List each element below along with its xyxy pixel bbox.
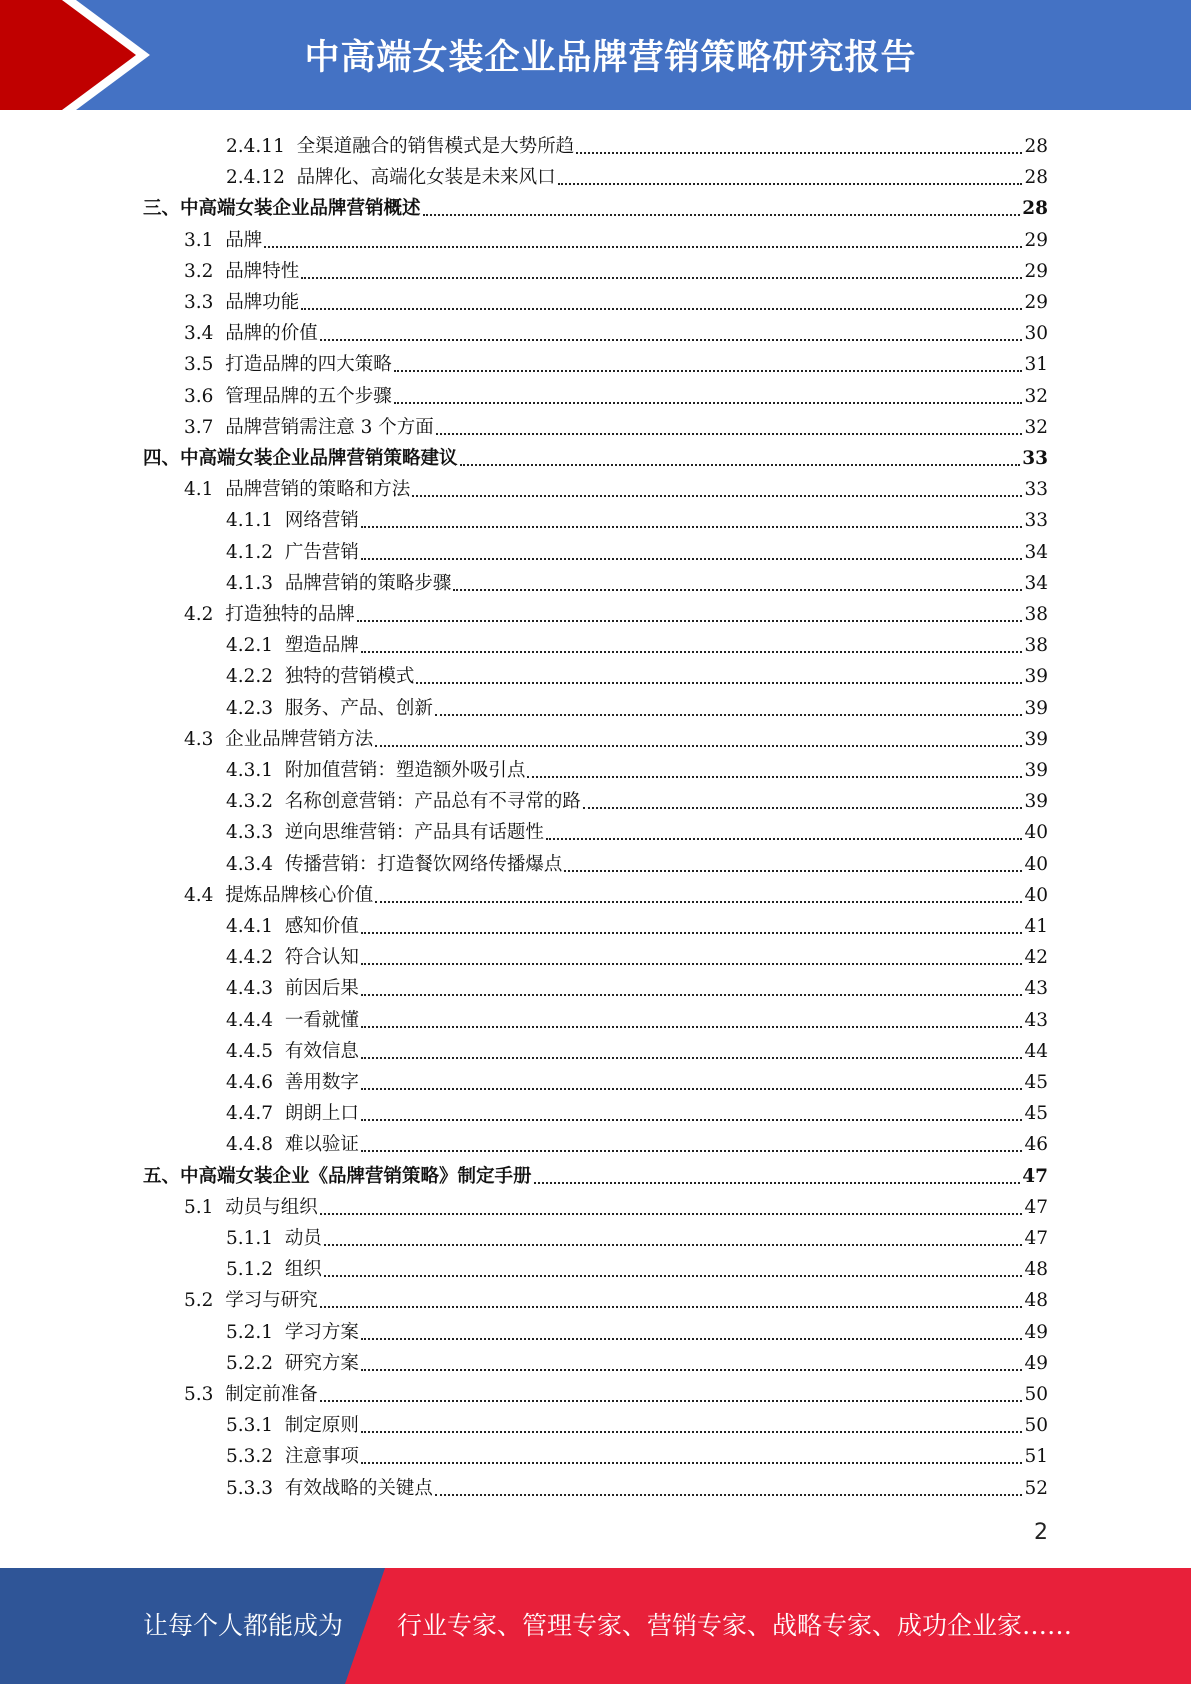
toc-entry-page: 39 bbox=[1024, 791, 1048, 813]
toc-dot-leader bbox=[301, 277, 1022, 279]
toc-entry-spacer bbox=[273, 634, 285, 658]
toc-dot-leader bbox=[361, 1119, 1023, 1121]
toc-entry-page: 33 bbox=[1024, 479, 1048, 501]
toc-dot-leader bbox=[324, 1275, 1023, 1277]
toc-dot-leader bbox=[423, 214, 1021, 216]
toc-entry-number: 3.7 bbox=[184, 416, 214, 438]
toc-entry-title: 学习与研究 bbox=[225, 1290, 318, 1312]
toc-entry-page: 39 bbox=[1024, 728, 1048, 750]
toc-entry[interactable] bbox=[226, 814, 1048, 845]
toc-entry-title: 全渠道融合的销售模式是大势所趋 bbox=[296, 136, 575, 157]
toc-entry-title: 动员与组织 bbox=[225, 1196, 318, 1218]
toc-entry[interactable] bbox=[184, 877, 1048, 908]
toc-entry[interactable] bbox=[184, 222, 1048, 253]
toc-entry-number: 2.4.11 bbox=[226, 136, 285, 157]
toc-entry-spacer bbox=[273, 1258, 285, 1282]
toc-entry-title: 研究方案 bbox=[284, 1352, 359, 1374]
report-title: 中高端女装企业品牌营销策略研究报告 bbox=[304, 38, 917, 78]
toc-entry-number: 4.3.3 bbox=[226, 822, 274, 844]
toc-entry[interactable] bbox=[226, 1095, 1048, 1126]
toc-entry-spacer bbox=[273, 541, 285, 565]
toc-entry-spacer bbox=[273, 790, 285, 814]
toc-entry-number: 5.1.2 bbox=[226, 1259, 274, 1281]
toc-dot-leader bbox=[361, 1057, 1023, 1059]
toc-dot-leader bbox=[361, 994, 1023, 996]
toc-entry-title: 注意事项 bbox=[284, 1446, 359, 1468]
toc-dot-leader bbox=[320, 1400, 1023, 1402]
toc-entry[interactable] bbox=[226, 1470, 1048, 1501]
toc-entry-spacer bbox=[273, 946, 285, 970]
toc-entry-page: 48 bbox=[1024, 1259, 1048, 1281]
toc-entry-spacer bbox=[273, 1414, 285, 1438]
toc-entry-page: 48 bbox=[1024, 1290, 1048, 1312]
toc-dot-leader bbox=[301, 308, 1022, 310]
toc-entry-page: 33 bbox=[1024, 510, 1048, 532]
toc-entry-title: 附加值营销：塑造额外吸引点 bbox=[284, 760, 526, 781]
toc-entry-number: 4.4 bbox=[184, 884, 214, 906]
toc-entry-title: 前因后果 bbox=[284, 978, 359, 1000]
toc-entry-title: 品牌的价值 bbox=[225, 323, 318, 345]
toc-entry-number: 5.1.1 bbox=[226, 1228, 274, 1249]
toc-dot-leader bbox=[583, 807, 1023, 809]
toc-dot-leader bbox=[361, 1338, 1023, 1340]
toc-entry[interactable] bbox=[226, 908, 1048, 939]
toc-entry-title: 企业品牌营销方法 bbox=[225, 728, 374, 750]
toc-entry-title: 四、中高端女装企业品牌营销策略建议 bbox=[143, 448, 458, 469]
toc-dot-leader bbox=[460, 464, 1021, 466]
toc-dot-leader bbox=[375, 745, 1022, 747]
toc-entry-page: 38 bbox=[1024, 604, 1048, 625]
toc-dot-leader bbox=[435, 1494, 1023, 1496]
toc-entry-spacer bbox=[213, 385, 225, 409]
toc-entry-spacer bbox=[273, 572, 285, 596]
toc-dot-leader bbox=[361, 1026, 1023, 1028]
toc-entry-page: 47 bbox=[1024, 1228, 1048, 1249]
toc-entry-page: 40 bbox=[1024, 822, 1048, 844]
toc-dot-leader bbox=[375, 901, 1022, 903]
toc-entry-page: 29 bbox=[1024, 260, 1048, 282]
toc-entry-title: 一看就懂 bbox=[284, 1009, 359, 1031]
toc-entry[interactable] bbox=[226, 658, 1048, 689]
toc-entry[interactable] bbox=[226, 1314, 1048, 1345]
toc-entry-page: 47 bbox=[1022, 1165, 1048, 1187]
toc-entry-title: 有效信息 bbox=[284, 1040, 359, 1062]
toc-entry-title: 品牌化、高端化女装是未来风口 bbox=[296, 167, 556, 189]
toc-entry-number: 3.2 bbox=[184, 260, 214, 282]
toc-entry-spacer bbox=[213, 260, 225, 284]
toc-entry-title: 传播营销：打造餐饮网络传播爆点 bbox=[284, 853, 563, 875]
header-chevron-decoration bbox=[0, 0, 160, 110]
toc-entry-spacer bbox=[213, 884, 225, 908]
toc-entry[interactable] bbox=[226, 1438, 1048, 1469]
toc-entry-page: 29 bbox=[1024, 229, 1048, 251]
toc-entry-number: 4.1.3 bbox=[226, 572, 274, 594]
toc-dot-leader bbox=[361, 1369, 1023, 1371]
page-number: 2 bbox=[1034, 1520, 1048, 1545]
toc-dot-leader bbox=[361, 651, 1023, 653]
toc-entry-number: 3.4 bbox=[184, 323, 214, 345]
toc-entry[interactable] bbox=[226, 939, 1048, 970]
toc-entry-page: 49 bbox=[1024, 1321, 1048, 1343]
toc-entry[interactable] bbox=[226, 627, 1048, 658]
toc-entry-spacer bbox=[213, 322, 225, 346]
toc-dot-leader bbox=[412, 495, 1022, 497]
toc-entry-title: 品牌营销的策略和方法 bbox=[225, 479, 411, 501]
toc-entry-page: 43 bbox=[1024, 1009, 1048, 1031]
page-header bbox=[0, 0, 1191, 110]
toc-entry-page: 44 bbox=[1024, 1040, 1048, 1062]
toc-entry-number: 5.3 bbox=[184, 1384, 214, 1405]
toc-entry-page: 39 bbox=[1024, 666, 1048, 688]
toc-entry-title: 符合认知 bbox=[284, 947, 359, 969]
toc-entry-number: 4.3.2 bbox=[226, 791, 274, 813]
toc-entry-title: 制定前准备 bbox=[225, 1384, 318, 1405]
toc-dot-leader bbox=[416, 682, 1022, 684]
toc-dot-leader bbox=[320, 339, 1023, 341]
toc-entry[interactable] bbox=[184, 346, 1048, 377]
toc-dot-leader bbox=[361, 558, 1023, 560]
toc-entry-spacer bbox=[273, 1009, 285, 1033]
toc-entry[interactable] bbox=[184, 253, 1048, 284]
toc-entry[interactable] bbox=[226, 846, 1048, 877]
toc-entry[interactable] bbox=[143, 190, 1048, 221]
footer-slogan-left: 让每个人都能成为 bbox=[143, 1611, 344, 1640]
toc-entry[interactable] bbox=[226, 970, 1048, 1001]
toc-entry-page: 47 bbox=[1024, 1196, 1048, 1218]
toc-dot-leader bbox=[361, 932, 1023, 934]
toc-entry-number: 5.1 bbox=[184, 1196, 214, 1218]
toc-entry-spacer bbox=[273, 977, 285, 1001]
toc-entry-title: 感知价值 bbox=[284, 916, 359, 937]
toc-entry-number: 4.4.2 bbox=[226, 947, 274, 969]
toc-entry-number: 4.4.3 bbox=[226, 978, 274, 1000]
toc-entry-number: 5.3.2 bbox=[226, 1446, 274, 1468]
toc-entry-page: 50 bbox=[1024, 1415, 1048, 1437]
toc-entry-title: 品牌功能 bbox=[225, 292, 300, 313]
toc-entry-title: 逆向思维营销：产品具有话题性 bbox=[284, 822, 544, 844]
toc-entry[interactable] bbox=[226, 1033, 1048, 1064]
toc-entry-spacer bbox=[213, 416, 225, 440]
toc-entry[interactable] bbox=[226, 1064, 1048, 1095]
toc-entry-title: 朗朗上口 bbox=[284, 1103, 359, 1125]
toc-dot-leader bbox=[453, 589, 1022, 591]
toc-entry[interactable] bbox=[184, 721, 1048, 752]
toc-entry[interactable] bbox=[226, 128, 1048, 159]
toc-entry-spacer bbox=[273, 1445, 285, 1469]
toc-entry-spacer bbox=[273, 759, 285, 783]
toc-entry-page: 28 bbox=[1022, 198, 1048, 220]
toc-entry[interactable] bbox=[184, 596, 1048, 627]
toc-entry-title: 动员 bbox=[284, 1228, 322, 1249]
toc-entry-spacer bbox=[273, 1227, 285, 1251]
toc-entry-spacer bbox=[213, 728, 225, 752]
toc-entry[interactable] bbox=[226, 690, 1048, 721]
toc-dot-leader bbox=[357, 620, 1023, 622]
toc-entry-page: 50 bbox=[1024, 1384, 1048, 1405]
toc-entry-number: 2.4.12 bbox=[226, 167, 285, 189]
toc-entry-spacer bbox=[213, 1383, 225, 1407]
toc-entry-spacer bbox=[213, 478, 225, 502]
toc-dot-leader bbox=[361, 526, 1023, 528]
toc-entry-number: 4.4.4 bbox=[226, 1009, 274, 1031]
toc-entry-spacer bbox=[273, 509, 285, 533]
toc-entry-title: 品牌营销的策略步骤 bbox=[284, 572, 452, 594]
toc-dot-leader bbox=[564, 870, 1022, 872]
toc-entry[interactable] bbox=[184, 315, 1048, 346]
toc-entry-spacer bbox=[273, 1352, 285, 1376]
toc-entry[interactable] bbox=[226, 783, 1048, 814]
toc-entry-title: 管理品牌的五个步骤 bbox=[225, 385, 392, 407]
toc-entry-page: 52 bbox=[1024, 1477, 1048, 1499]
page-footer bbox=[0, 1568, 1191, 1684]
toc-entry[interactable] bbox=[226, 1251, 1048, 1282]
toc-entry-number: 5.3.3 bbox=[226, 1477, 274, 1499]
toc-entry-page: 46 bbox=[1024, 1134, 1048, 1156]
toc-entry-title: 五、中高端女装企业《品牌营销策略》制定手册 bbox=[143, 1165, 532, 1187]
toc-entry-page: 49 bbox=[1024, 1352, 1048, 1374]
toc-dot-leader bbox=[361, 1462, 1023, 1464]
toc-entry-spacer bbox=[213, 291, 225, 315]
toc-entry-title: 品牌营销需注意 3 个方面 bbox=[225, 416, 434, 438]
toc-entry-spacer bbox=[213, 1289, 225, 1313]
toc-entry-spacer bbox=[273, 1071, 285, 1095]
toc-entry[interactable] bbox=[226, 1002, 1048, 1033]
toc-entry-spacer bbox=[273, 665, 285, 689]
toc-entry-page: 39 bbox=[1024, 760, 1048, 781]
toc-entry-number: 3.1 bbox=[184, 229, 214, 251]
toc-entry-page: 40 bbox=[1024, 884, 1048, 906]
toc-entry[interactable] bbox=[226, 752, 1048, 783]
toc-dot-leader bbox=[576, 152, 1022, 154]
toc-entry-number: 4.4.1 bbox=[226, 916, 274, 937]
toc-entry-page: 30 bbox=[1024, 323, 1048, 345]
toc-entry-page: 45 bbox=[1024, 1103, 1048, 1125]
toc-entry-title: 打造品牌的四大策略 bbox=[225, 354, 392, 376]
toc-entry-number: 5.2.1 bbox=[226, 1321, 274, 1343]
toc-entry-page: 28 bbox=[1024, 136, 1048, 157]
toc-entry-spacer bbox=[273, 1102, 285, 1126]
toc-entry[interactable] bbox=[184, 284, 1048, 315]
toc-entry-spacer bbox=[213, 1196, 225, 1220]
toc-entry-title: 服务、产品、创新 bbox=[284, 697, 433, 719]
toc-dot-leader bbox=[361, 1088, 1023, 1090]
toc-entry-page: 33 bbox=[1022, 448, 1048, 469]
toc-entry-spacer bbox=[213, 229, 225, 253]
toc-dot-leader bbox=[558, 183, 1023, 185]
toc-entry-number: 3.5 bbox=[184, 354, 214, 376]
toc-dot-leader bbox=[394, 402, 1023, 404]
toc-entry-spacer bbox=[285, 166, 297, 190]
toc-dot-leader bbox=[264, 246, 1022, 248]
toc-entry-number: 3.3 bbox=[184, 292, 214, 313]
toc-entry-number: 5.2.2 bbox=[226, 1352, 274, 1374]
toc-entry-page: 32 bbox=[1024, 385, 1048, 407]
toc-entry-title: 组织 bbox=[284, 1259, 322, 1281]
toc-entry[interactable] bbox=[184, 1282, 1048, 1313]
toc-entry-number: 4.1.1 bbox=[226, 510, 274, 532]
toc-dot-leader bbox=[436, 433, 1023, 435]
toc-entry-page: 39 bbox=[1024, 697, 1048, 719]
toc-entry-page: 29 bbox=[1024, 292, 1048, 313]
toc-entry[interactable] bbox=[226, 1407, 1048, 1438]
toc-entry-number: 4.4.8 bbox=[226, 1134, 274, 1156]
toc-entry-spacer bbox=[273, 853, 285, 877]
toc-entry-title: 网络营销 bbox=[284, 510, 359, 532]
toc-entry-title: 品牌特性 bbox=[225, 260, 300, 282]
toc-entry-number: 4.3.1 bbox=[226, 760, 274, 781]
toc-dot-leader bbox=[435, 714, 1023, 716]
toc-entry[interactable] bbox=[226, 534, 1048, 565]
toc-entry[interactable] bbox=[226, 1126, 1048, 1157]
toc-entry-page: 40 bbox=[1024, 853, 1048, 875]
toc-entry-spacer bbox=[273, 697, 285, 721]
toc-entry-number: 4.4.5 bbox=[226, 1040, 274, 1062]
toc-entry-title: 塑造品牌 bbox=[284, 635, 359, 657]
toc-entry-number: 4.1 bbox=[184, 479, 214, 501]
toc-entry[interactable] bbox=[184, 1189, 1048, 1220]
toc-entry-page: 51 bbox=[1024, 1446, 1048, 1468]
toc-entry-number: 3.6 bbox=[184, 385, 214, 407]
toc-entry[interactable] bbox=[184, 378, 1048, 409]
footer-slogan-right: 行业专家、管理专家、营销专家、战略专家、成功企业家…… bbox=[397, 1611, 1073, 1640]
toc-entry-title: 三、中高端女装企业品牌营销概述 bbox=[143, 198, 421, 220]
toc-entry-number: 4.4.7 bbox=[226, 1103, 274, 1125]
toc-entry-number: 4.3 bbox=[184, 728, 214, 750]
toc-entry-number: 5.3.1 bbox=[226, 1415, 274, 1437]
toc-entry[interactable] bbox=[184, 471, 1048, 502]
toc-entry-page: 28 bbox=[1024, 167, 1048, 189]
toc-entry-number: 5.2 bbox=[184, 1290, 214, 1312]
toc-entry-spacer bbox=[273, 821, 285, 845]
toc-entry[interactable] bbox=[143, 440, 1048, 471]
toc-entry-title: 名称创意营销：产品总有不寻常的路 bbox=[284, 791, 581, 813]
toc-entry-number: 4.1.2 bbox=[226, 541, 274, 563]
toc-entry[interactable] bbox=[226, 1345, 1048, 1376]
toc-dot-leader bbox=[324, 1244, 1023, 1246]
toc-entry[interactable] bbox=[184, 409, 1048, 440]
toc-entry-number: 4.2 bbox=[184, 604, 214, 625]
toc-entry-title: 制定原则 bbox=[284, 1415, 359, 1437]
toc-entry-number: 4.2.3 bbox=[226, 697, 274, 719]
toc-entry-spacer bbox=[213, 353, 225, 377]
toc-entry-spacer bbox=[285, 135, 297, 159]
toc-entry-page: 31 bbox=[1024, 354, 1048, 376]
toc-entry[interactable] bbox=[226, 1220, 1048, 1251]
toc-dot-leader bbox=[361, 963, 1023, 965]
toc-entry-number: 4.3.4 bbox=[226, 853, 274, 875]
toc-dot-leader bbox=[546, 838, 1023, 840]
toc-entry-page: 32 bbox=[1024, 416, 1048, 438]
toc-dot-leader bbox=[320, 1306, 1023, 1308]
toc-entry-page: 34 bbox=[1024, 572, 1048, 594]
toc-entry-title: 难以验证 bbox=[284, 1134, 359, 1156]
toc-entry-title: 广告营销 bbox=[284, 541, 359, 563]
toc-entry-title: 善用数字 bbox=[284, 1072, 359, 1093]
toc-entry-title: 学习方案 bbox=[284, 1321, 359, 1343]
toc-entry[interactable] bbox=[226, 502, 1048, 533]
toc-entry-spacer bbox=[213, 603, 225, 627]
toc-entry-number: 4.2.1 bbox=[226, 635, 274, 657]
toc-entry[interactable] bbox=[143, 1158, 1048, 1189]
toc-entry-title: 有效战略的关键点 bbox=[284, 1477, 433, 1499]
toc-entry-spacer bbox=[273, 1133, 285, 1157]
toc-entry-title: 打造独特的品牌 bbox=[225, 604, 355, 625]
toc-entry-spacer bbox=[273, 1477, 285, 1501]
toc-entry-title: 品牌 bbox=[225, 229, 263, 251]
toc-entry-number: 4.4.6 bbox=[226, 1072, 274, 1093]
toc-entry[interactable] bbox=[184, 1376, 1048, 1407]
toc-dot-leader bbox=[361, 1431, 1023, 1433]
toc-entry-page: 34 bbox=[1024, 541, 1048, 563]
toc-dot-leader bbox=[320, 1213, 1023, 1215]
toc-entry-title: 提炼品牌核心价值 bbox=[225, 884, 374, 906]
toc-entry-number: 4.2.2 bbox=[226, 666, 274, 688]
toc-entry[interactable] bbox=[226, 565, 1048, 596]
toc-entry-spacer bbox=[273, 1040, 285, 1064]
toc-dot-leader bbox=[534, 1182, 1021, 1184]
toc-entry[interactable] bbox=[226, 159, 1048, 190]
toc-dot-leader bbox=[361, 1150, 1023, 1152]
toc-entry-title: 独特的营销模式 bbox=[284, 666, 415, 688]
toc-entry-page: 45 bbox=[1024, 1072, 1048, 1093]
toc-dot-leader bbox=[527, 776, 1022, 778]
toc-entry-spacer bbox=[273, 915, 285, 939]
toc-entry-page: 41 bbox=[1024, 916, 1048, 937]
toc-entry-page: 43 bbox=[1024, 978, 1048, 1000]
toc-dot-leader bbox=[394, 370, 1023, 372]
toc-entry-page: 38 bbox=[1024, 635, 1048, 657]
toc-entry-page: 42 bbox=[1024, 947, 1048, 969]
toc-entry-spacer bbox=[273, 1321, 285, 1345]
